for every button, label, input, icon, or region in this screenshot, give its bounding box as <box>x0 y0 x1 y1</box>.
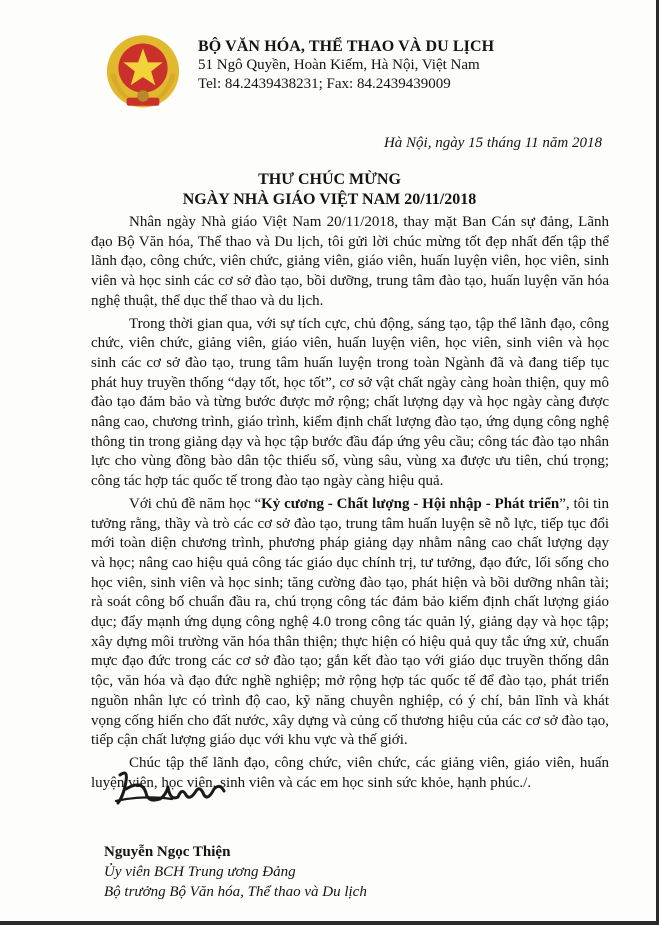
paragraph-3-rest: ”, tôi tin tưởng rằng, thầy và trò các cơ sở đào tạo, trung tâm huấn luyện sẽ nỗ lực, tiếp tục đổi mới toàn diện chương trình, phương pháp giảng dạy nhằm nâng cao chất lượng dạy và học; nâng cao hiệu quả công tác giáo dục chính trị, tư tưởng, đạo đức, lối sống cho học viên, sinh viên và học sinh; tăng cường đào tạo, phát hiện và bồi dưỡng nhân tài; rà soát công bố chuẩn đầu ra, chú trọng công tác đảm bảo kiểm định chất lượng giáo dục; đẩy mạnh ứng dụng công nghệ 4.0 trong công tác quản lý, giảng dạy và học tập; xây dựng môi trường văn hóa thân thiện; thực hiện có hiệu quả quy tắc ứng xử, chuẩn mực đạo đức trong các cơ sở đào tạo; gắn kết đào tạo với giáo dục truyền thống dân tộc, văn hóa và đạo đức nghề nghiệp; mở rộng hợp tác quốc tế để đào tạo, phát triển nguồn nhân lực có trình độ cao, kỹ năng chuyên nghiệp, có ý chí, bản lĩnh và khát vọng cống hiến cho đất nước, xây dựng và củng cố thương hiệu của các cơ sở đào tạo, tiếp cận chất lượng giáo dục với khu vực và thế giới. <box>91 495 610 749</box>
dateline: Hà Nội, ngày 15 tháng 11 năm 2018 <box>383 135 602 151</box>
paragraph-1: Nhân ngày Nhà giáo Việt Nam 20/11/2018, thay mặt Ban Cán sự đảng, Lãnh đạo Bộ Văn hóa, Thể thao và Du lịch, tôi gửi lời chúc mừng tốt đẹp nhất đến tập thể lãnh đạo, công chức, viên chức, giảng viên, giáo viên, huấn luyện viên, học viên, sinh viên và học sinh các cơ sở đào tạo, bồi dưỡng, trung tâm đào tạo, huấn luyện văn hóa nghệ thuật, thể dục thể thao và du lịch. <box>91 214 609 309</box>
paragraph-3 <box>91 495 609 751</box>
paragraph-3-intro: Với chủ đề năm học “ <box>129 495 262 512</box>
organization-contact: Tel: 84.2439438231; Fax: 84.2439439009 <box>198 76 451 92</box>
letter-title: THƯ CHÚC MỪNG <box>258 171 401 188</box>
organization-address: 51 Ngô Quyền, Hoàn Kiếm, Hà Nội, Việt Nam <box>198 57 480 73</box>
school-year-theme: Kỷ cương - Chất lượng - Hội nhập - Phát triển <box>261 495 560 512</box>
signatory-name: Nguyễn Ngọc Thiện <box>104 844 231 860</box>
scan-edge-bottom <box>0 921 659 925</box>
paragraph-2: Trong thời gian qua, với sự tích cực, chủ động, sáng tạo, tập thể lãnh đạo, công chức, viên chức, giảng viên, giáo viên, huấn luyện viên, học viên, sinh viên và học sinh các cơ sở đào tạo, trung tâm huấn luyện trong toàn Ngành đã và đang tiếp tục phát huy truyền thống “dạy tốt, học tốt”, cơ sở vật chất ngày càng hoàn thiện, quy mô đào tạo đảm bảo và từng bước được mở rộng; chất lượng dạy và học ngày càng được nâng cao, chương trình, giáo trình, kiểm định chất lượng đào tạo, ứng dụng công nghệ thông tin trong giảng dạy và học tập bước đầu đáp ứng yêu cầu; công tác đào tạo nhân lực cho vùng đồng bào dân tộc thiểu số, vùng sâu, vùng xa được ưu tiên, chú trọng; công tác hợp tác quốc tế trong đào tạo ngày càng hiệu quả. <box>91 315 609 490</box>
letter-subtitle: NGÀY NHÀ GIÁO VIỆT NAM 20/11/2018 <box>182 191 477 208</box>
signature-block <box>104 842 367 902</box>
paragraph-4: Chúc tập thể lãnh đạo, công chức, viên chức, các giảng viên, giáo viên, huấn luyện viên, học viên, sinh viên và các em học sinh sức khỏe, hạnh phúc./. <box>91 754 609 791</box>
signatory-title-1: Ủy viên BCH Trung ương Đảng <box>104 864 296 880</box>
handwritten-signature <box>112 765 242 815</box>
organization-name: BỘ VĂN HÓA, THỂ THAO VÀ DU LỊCH <box>198 38 495 55</box>
signatory-title-2: Bộ trưởng Bộ Văn hóa, Thể thao và Du lịch <box>104 884 367 900</box>
organization-header <box>198 37 638 94</box>
national-emblem-icon <box>102 32 184 114</box>
letter-body <box>91 213 609 793</box>
